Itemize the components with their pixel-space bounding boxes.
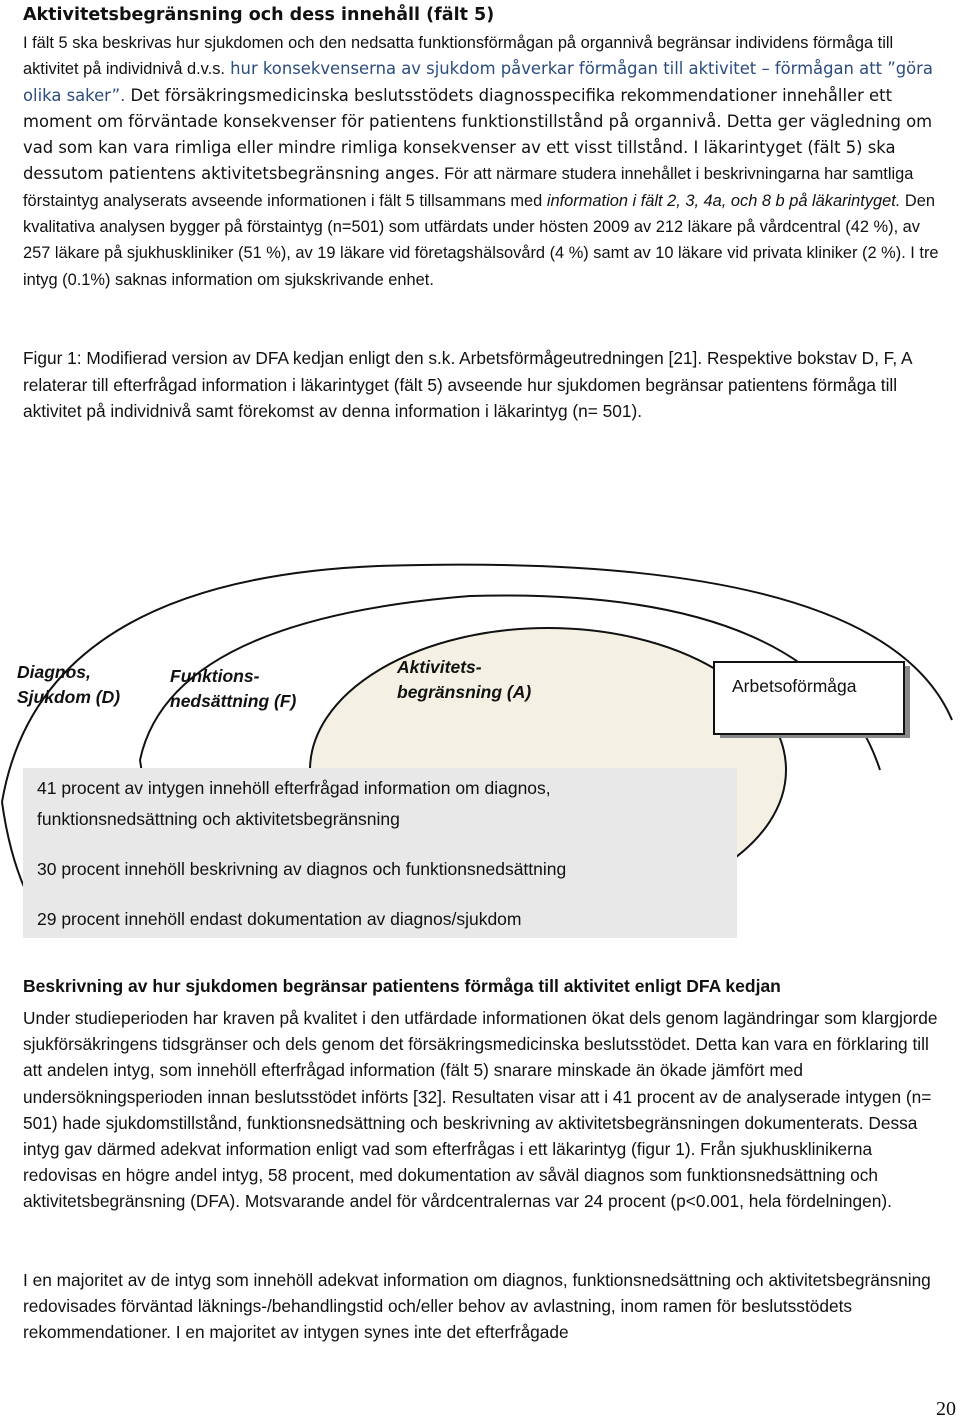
statistics-box [23, 768, 737, 938]
page-number: 20 [936, 1398, 956, 1420]
stat-41-line1: 41 procent av intygen innehöll efterfrågad information om diagnos, [37, 778, 551, 798]
figure-caption: Figur 1: Modifierad version av DFA kedjan enligt den s.k. Arbetsförmågeutredningen [21]. Respektive bokstav D, F, A relaterar till efterfrågad information i läkarintyget (fält 5) avseende hur sjukdomen begränsar patientens förmåga till aktivitet på individnivå samt förekomst av denna information i läkarintyg (n= 501). [23, 348, 912, 421]
diagnos-label-line: Diagnos, [17, 662, 91, 682]
intro-paragraph [23, 30, 943, 293]
paragraph-text: I fält 5 ska beskrivas hur sjukdomen och den nedsatta funktionsförmågan på organnivå begränsar individens förmåga till aktivitet på individnivå d.v.s. [23, 34, 894, 79]
arbetsoformaga-label: Arbetsoförmåga [732, 676, 857, 696]
aktivitetsbegransning-label-line: Aktivitets- [397, 657, 482, 677]
diagnos-label [17, 660, 120, 710]
paragraph-text: Den kvalitativa analysen bygger på förstaintyg (n=501) som utfärdats under hösten 2009 av 212 läkare på vårdcentral (42 %), av 257 läkare på sjukhuskliniker (51 %), av 19 läkare vid företagshälsovård (4 %) samt av 10 läkare vid privata kliniker (2 %). I tre intyg (0.1%) saknas information om sjukskrivande enhet. [23, 191, 939, 289]
diagnos-label-line: Sjukdom (D) [17, 687, 121, 707]
majority-paragraph: I en majoritet av de intyg som innehöll adekvat information om diagnos, funktionsnedsättning och aktivitetsbegränsning redovisades förväntad läknings-/behandlingstid och/eller behov av avlastning, inom ramen för beslutsstödets rekommendationer. I en majoritet av intygen synes inte det efterfrågade [23, 1270, 931, 1343]
stat-30: 30 procent innehöll beskrivning av diagnos och funktionsnedsättning [37, 859, 567, 879]
paragraph-text: Det försäkringsmedicinska beslutsstödets diagnosspecifika rekommendationer innehåller ett moment om förväntade konsekvenser för patientens funktionstillstånd på organnivå. Detta ger vägledning om vad som kan vara rimliga eller mindre rimliga konsekvenser av ett visst tillstånd. I läkarintyget (fält 5) ska dessutom patientens aktivitetsbegränsning anges. [23, 85, 933, 184]
aktivitetsbegransning-label-line: begränsning (A) [397, 682, 532, 702]
stat-41-line2: funktionsnedsättning och aktivitetsbegränsning [37, 809, 400, 829]
section-subheading: Beskrivning av hur sjukdomen begränsar patientens förmåga till aktivitet enligt DFA kedjan [23, 976, 781, 996]
paragraph-text: För att närmare studera innehållet i beskrivningarna har samtliga förstaintyg analyserats avseende informationen i fält 5 tillsammans med [23, 165, 914, 210]
funktionsnedsattning-label-line: nedsättning (F) [170, 691, 297, 711]
stat-29: 29 procent innehöll endast dokumentation av diagnos/sjukdom [37, 909, 522, 929]
aktivitetsbegransning-label [397, 655, 531, 705]
paragraph-italic-text: information i fält 2, 3, 4a, och 8 b på läkarintyget. [546, 191, 901, 210]
results-paragraph: Under studieperioden har kraven på kvalitet i den utfärdade informationen ökat dels genom lagändringar som klargjorde sjukförsäkringens tidsgränser och dels genom det försäkringsmedicinska beslutsstödet. Detta kan vara en förklaring till att andelen intyg, som innehöll efterfrågad information (fält 5) snarare minskade än ökade jämfört med undersökningsperioden innan beslutsstödet införts [32]. Resultaten visar att i 41 procent av de analyserade intygen (n= 501) hade sjukdomstillstånd, funktionsnedsättning och beskrivning av aktivitetsbegränsningen dokumenterats. Dessa intyg gav därmed adekvat information enligt vad som efterfrågas i ett läkarintyg (figur 1). Från sjukhusklinikerna redovisas en högre andel intyg, 58 procent, med dokumentation av såväl diagnos som funktionsnedsättning och aktivitetsbegränsning (DFA). Motsvarande andel för vårdcentralernas var 24 procent (p<0.001, hela fördelningen). [23, 1008, 938, 1212]
funktionsnedsattning-label [170, 664, 296, 714]
funktionsnedsattning-label-line: Funktions- [170, 666, 260, 686]
paragraph-text: hur konsekvenserna av sjukdom påverkar förmågan till aktivitet – förmågan att ”göra olika saker”. [23, 59, 933, 105]
arbetsoformaga-box [714, 662, 904, 734]
section-heading: Aktivitetsbegränsning och dess innehåll (fält 5) [23, 5, 495, 25]
